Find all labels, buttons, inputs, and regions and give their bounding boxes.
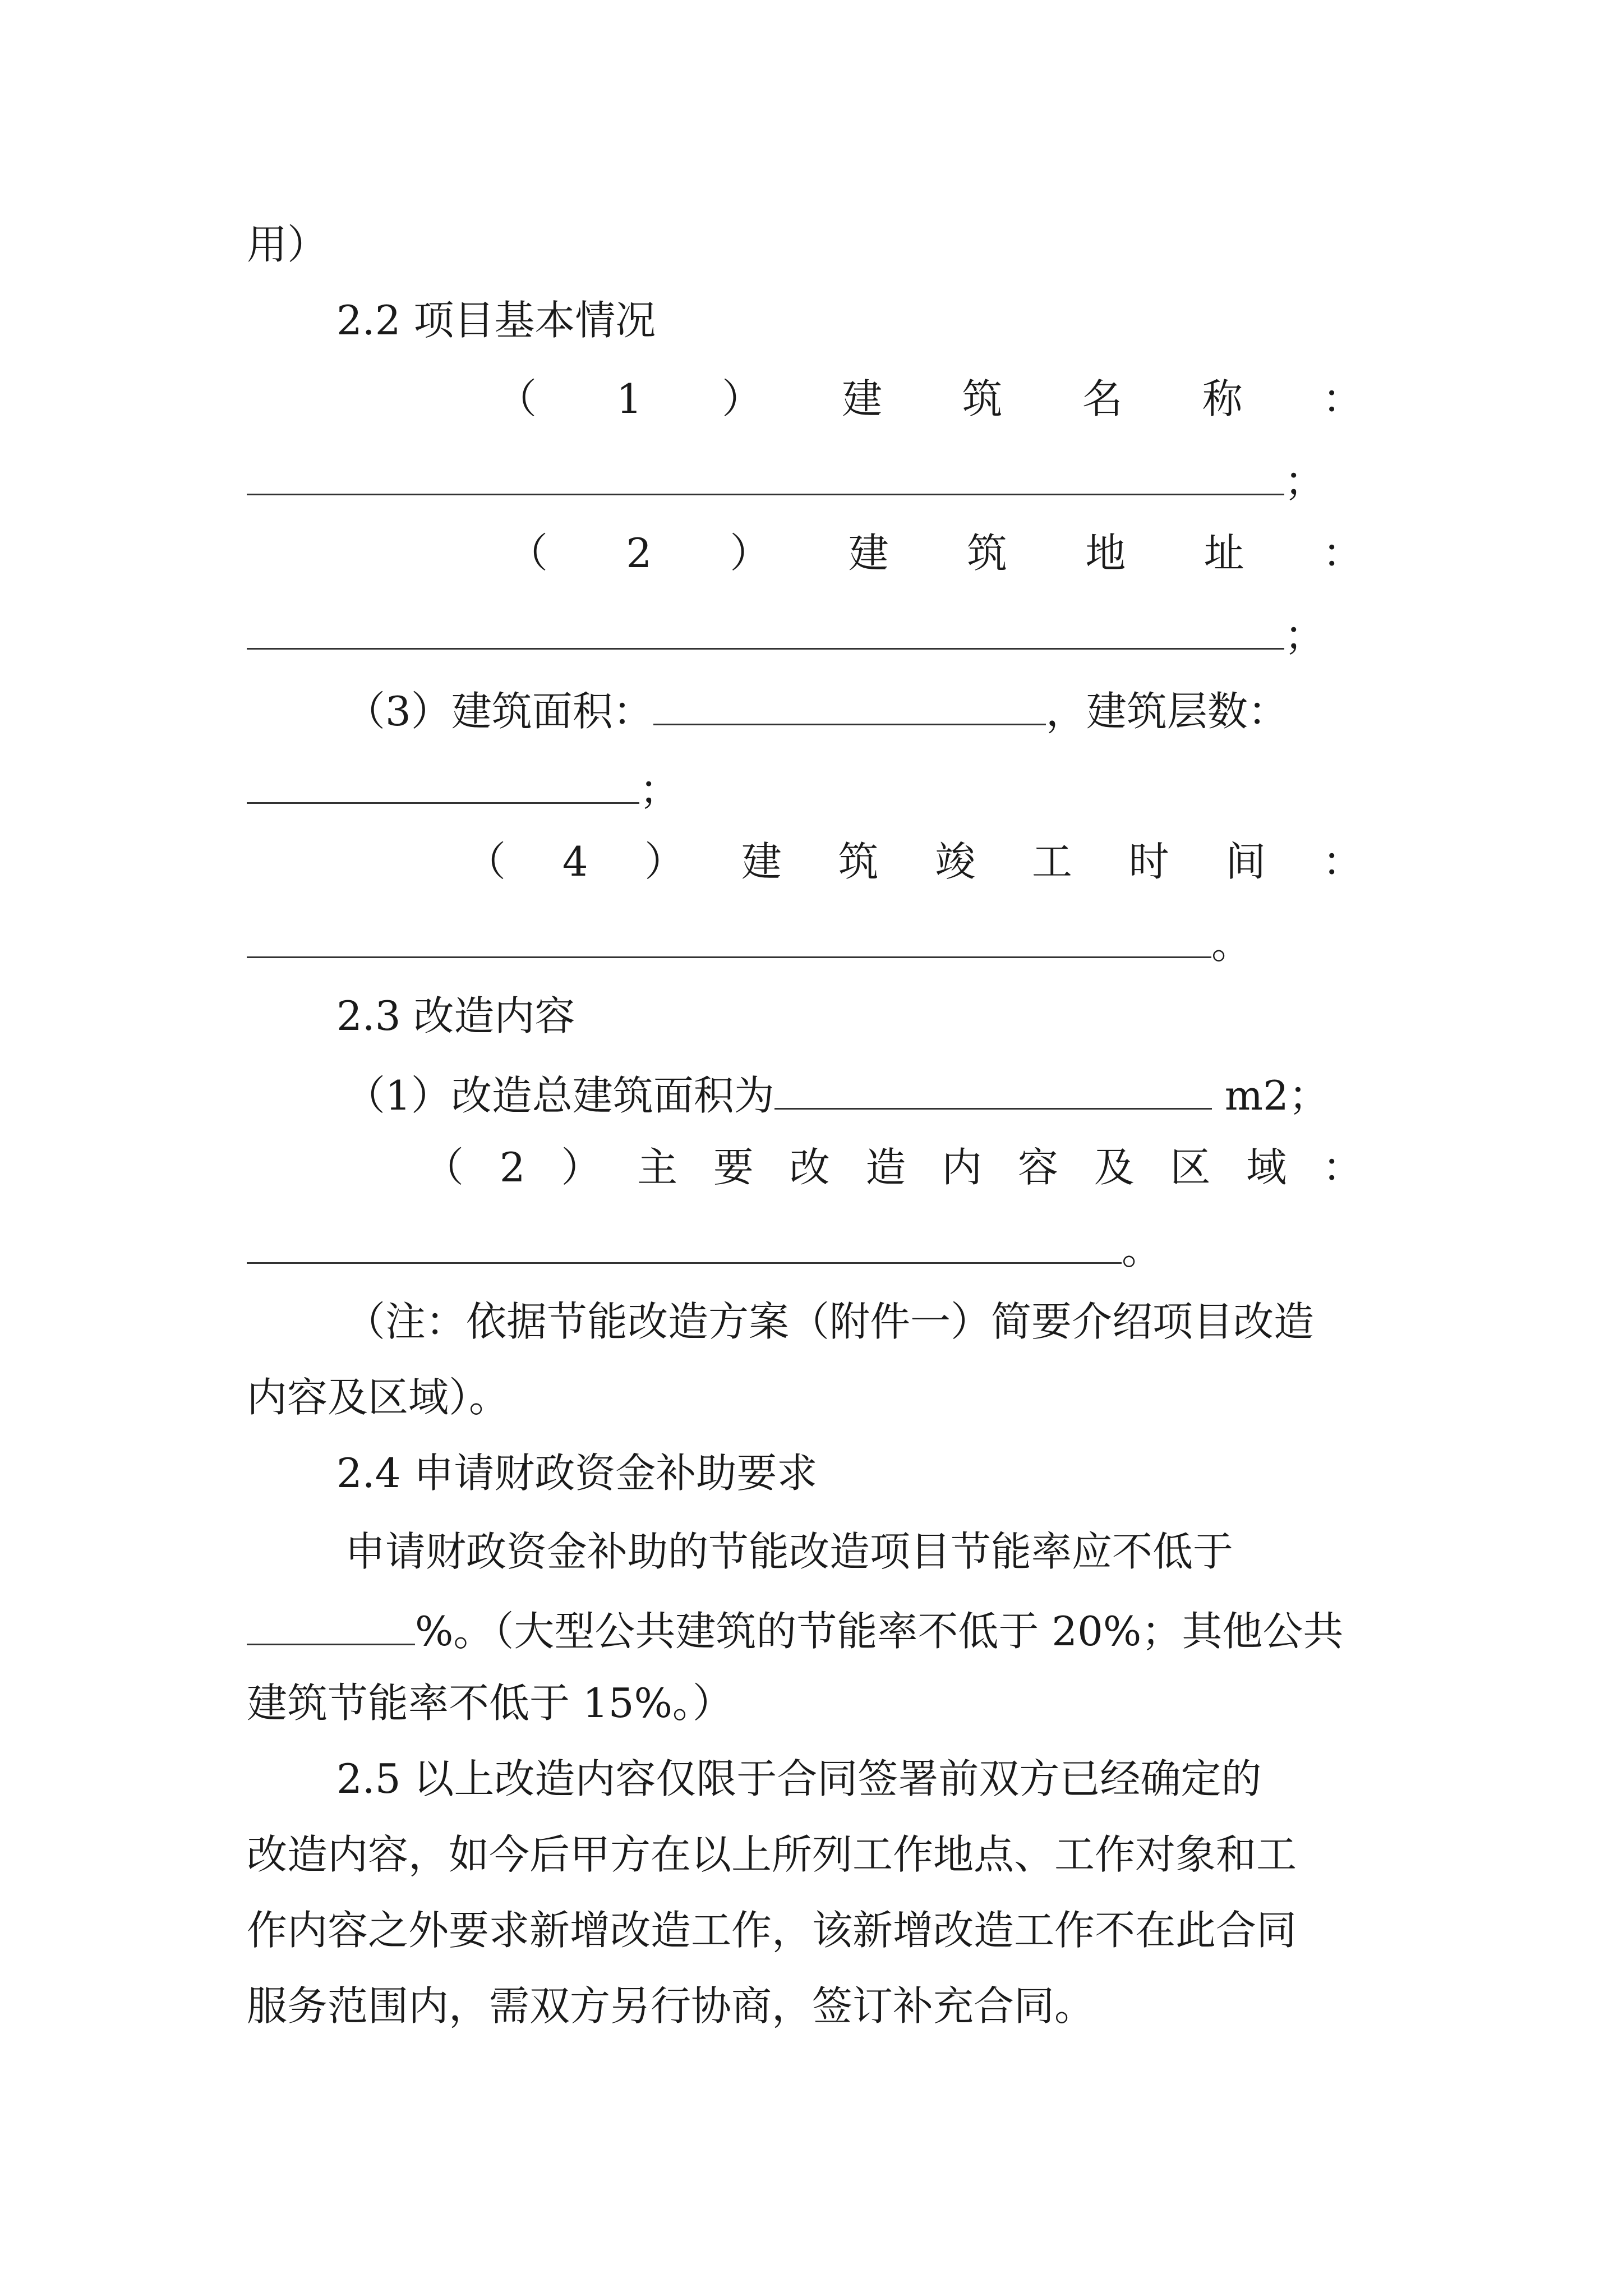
section-2-2-heading: 2.2 项目基本情况: [336, 297, 656, 344]
section-2-5-line-2: 改造内容，如今后甲方在以上所列工作地点、工作对象和工: [247, 1831, 1297, 1878]
paragraph-continuation: 用）: [247, 221, 328, 268]
subsidy-requirement-line-1: 申请财政资金补助的节能改造项目节能率应不低于: [345, 1528, 1234, 1575]
section-2-5-line-4: 服务范围内，需双方另行协商，签订补充合同。: [247, 1982, 1095, 2030]
section-2-4-heading: 2.4 申请财政资金补助要求: [336, 1450, 818, 1497]
item-building-address-label: （ 2 ） 建 筑 地 址 ：: [508, 530, 1363, 577]
item-completion-date-label: （ 4 ） 建 筑 竣 工 时 间 ：: [465, 838, 1363, 885]
section-2-5-line-3: 作内容之外要求新增改造工作，该新增改造工作不在此合同: [247, 1907, 1297, 1954]
completion-date-blank[interactable]: [247, 920, 1211, 958]
completion-date-blank-line: 。: [247, 920, 1252, 964]
renovation-content-blank[interactable]: [247, 1226, 1122, 1264]
building-name-blank-line: ；: [247, 457, 1325, 501]
section-2-5-line-1: 2.5 以上改造内容仅限于合同签署前双方已经确定的: [336, 1755, 1262, 1802]
section-2-3-heading: 2.3 改造内容: [336, 992, 575, 1039]
building-floors-blank-line: ；: [247, 766, 680, 810]
building-floors-blank[interactable]: [247, 766, 639, 804]
item-renovation-content-label: （ 2 ） 主 要 改 造 内 容 及 区 域 ：: [423, 1144, 1363, 1191]
renovation-area-blank[interactable]: [774, 1071, 1212, 1110]
renovation-content-blank-line: 。: [247, 1226, 1162, 1270]
building-address-blank-line: ；: [247, 611, 1325, 656]
item-building-area-line: （3）建筑面积： ，建筑层数：: [345, 687, 1288, 735]
subsidy-requirement-line-3: 建筑节能率不低于 15%。）: [247, 1680, 733, 1727]
energy-saving-rate-blank[interactable]: [247, 1607, 415, 1645]
building-address-blank[interactable]: [247, 611, 1284, 650]
item-building-name-label: （ 1 ） 建 筑 名 称 ：: [496, 375, 1363, 422]
building-name-blank[interactable]: [247, 457, 1284, 495]
item-renovation-area-line: （1）改造总建筑面积为 m2；: [345, 1071, 1329, 1119]
subsidy-requirement-line-2: %。（大型公共建筑的节能率不低于 20%；其他公共: [247, 1607, 1343, 1651]
note-line-2: 内容及区域）。: [247, 1374, 510, 1421]
note-line-1: （注：依据节能改造方案（附件一）简要介绍项目改造: [345, 1298, 1315, 1345]
building-area-blank[interactable]: [653, 687, 1046, 725]
